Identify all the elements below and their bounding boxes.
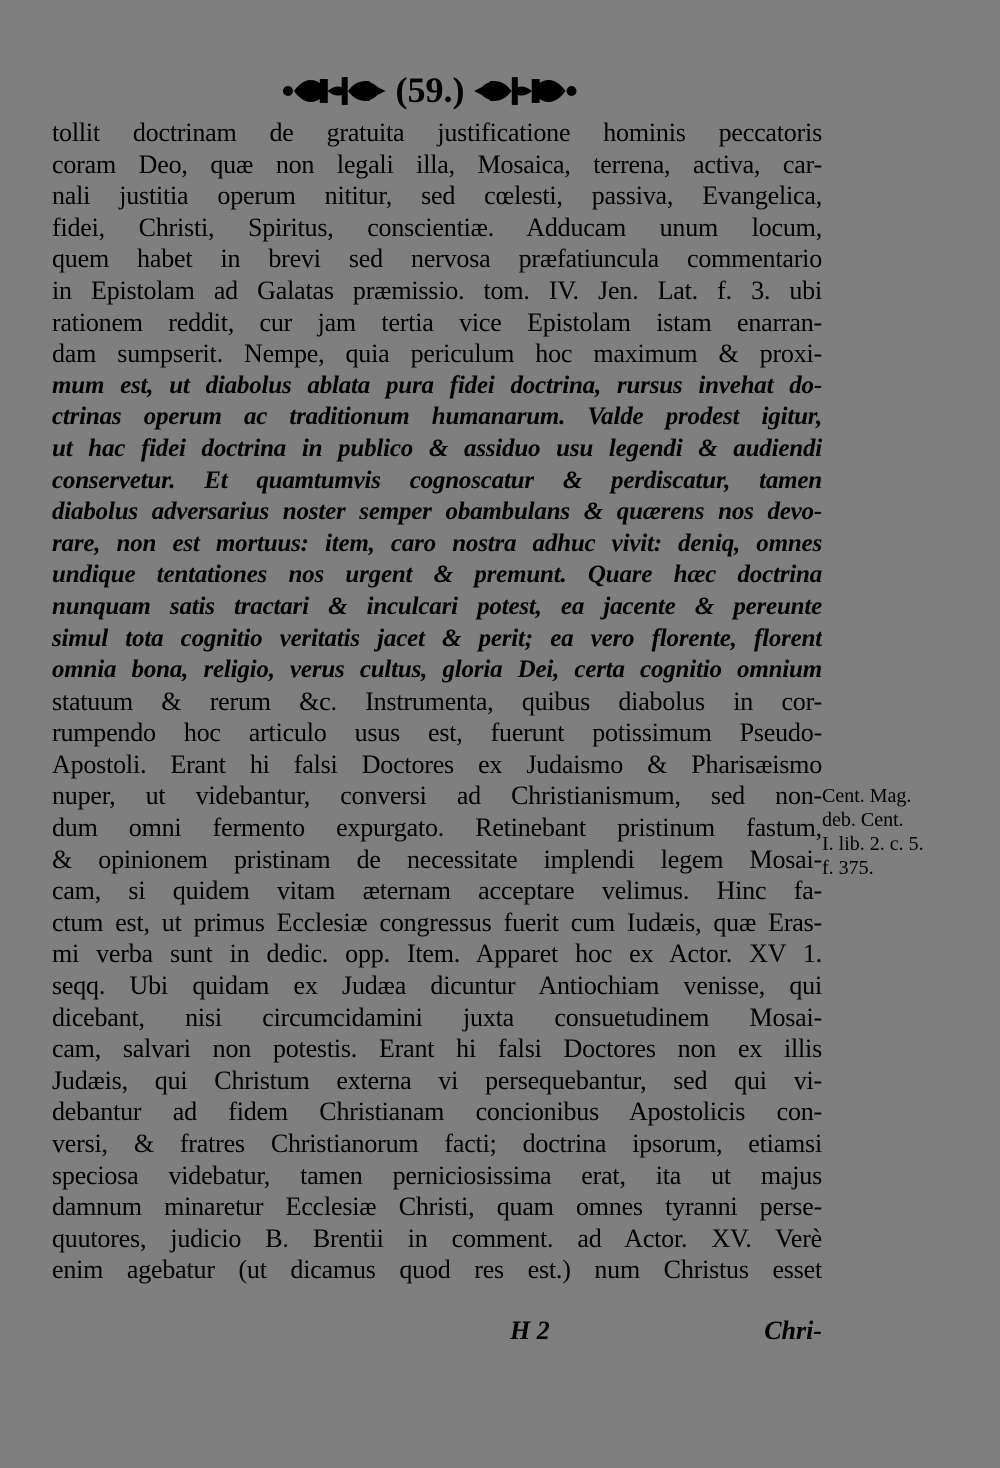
text-line: mi verba sunt in dedic. opp. Item. Apparet hoc ex Actor. XV 1. bbox=[52, 939, 822, 969]
text-line: & opinionem pristinam de necessitate implendi legem Mosai- bbox=[52, 844, 822, 874]
text-line: diabolus adversarius noster semper obambulans & quærens nos devo- bbox=[52, 498, 822, 526]
text-line: versi, & fratres Christianorum facti; doctrina ipsorum, etiamsi bbox=[52, 1129, 822, 1158]
page-footer bbox=[510, 1316, 822, 1346]
text-line: quutores, judicio B. Brentii in comment. ad Actor. XV. Verè bbox=[52, 1223, 822, 1253]
text-line: coram Deo, quæ non legali illa, Mosaica, terrena, activa, car- bbox=[52, 149, 822, 179]
margin-note-line: Cent. Mag. bbox=[822, 785, 912, 807]
margin-note-line: f. 375. bbox=[822, 857, 874, 879]
text-line: cam, si quidem vitam æternam acceptare velimus. Hinc fa- bbox=[52, 876, 822, 906]
text-line: rare, non est mortuus: item, caro nostra adhuc vivit: deniq, omnes bbox=[52, 529, 822, 557]
margin-note-line: deb. Cent. bbox=[822, 809, 904, 831]
text-line: simul tota cognitio veritatis jacet & perit; ea vero florente, florent bbox=[52, 624, 822, 652]
text-line: statuum & rerum &c. Instrumenta, quibus diabolus in cor- bbox=[52, 686, 822, 716]
text-line: omnia bona, religio, verus cultus, gloria Dei, certa cognitio omnium bbox=[52, 656, 822, 684]
text-line: in Epistolam ad Galatas præmissio. tom. IV. Jen. Lat. f. 3. ubi bbox=[52, 275, 822, 305]
text-line: ctum est, ut primus Ecclesiæ congressus fuerit cum Iudæis, quæ Eras- bbox=[52, 907, 822, 937]
text-line: nali justitia operum nititur, sed cœlesti, passiva, Evangelica, bbox=[52, 181, 822, 211]
text-line: fidei, Christi, Spiritus, conscientiæ. Adducam unum locum, bbox=[52, 212, 822, 242]
text-line: debantur ad fidem Christianam concionibus Apostolicis con- bbox=[52, 1097, 822, 1127]
text-line: ut hac fidei doctrina in publico & assiduo usu legendi & audiendi bbox=[52, 434, 822, 462]
page-number: (59.) bbox=[395, 70, 465, 110]
text-line: dicebant, nisi circumcidamini juxta consuetudinem Mosai- bbox=[52, 1002, 822, 1032]
text-line: speciosa videbatur, tamen perniciosissima erat, ita ut majus bbox=[52, 1160, 822, 1190]
text-line: quem habet in brevi sed nervosa præfatiuncula commentario bbox=[52, 244, 822, 274]
left-ornament-icon bbox=[280, 73, 390, 107]
text-line: rationem reddit, cur jam tertia vice Epistolam istam enarran- bbox=[52, 307, 822, 337]
text-line: Apostoli. Erant hi falsi Doctores ex Judaismo & Pharisæismo bbox=[52, 749, 822, 779]
text-line: cam, salvari non potestis. Erant hi falsi Doctores non ex illis bbox=[52, 1034, 822, 1064]
catchword: Chri- bbox=[764, 1316, 822, 1345]
text-line: seqq. Ubi quidam ex Judæa dicuntur Antiochiam venisse, qui bbox=[52, 971, 822, 1001]
main-text-block bbox=[52, 117, 822, 1286]
text-line: damnum minaretur Ecclesiæ Christi, quam omnes tyranni perse- bbox=[52, 1192, 822, 1222]
margin-note bbox=[822, 784, 942, 880]
text-line: tollit doctrinam de gratuita justificatione hominis peccatoris bbox=[52, 118, 822, 147]
text-line: nuper, ut videbantur, conversi ad Christianismum, sed non- bbox=[52, 781, 822, 811]
text-line: enim agebatur (ut dicamus quod res est.) num Christus esset bbox=[52, 1255, 822, 1285]
text-line: dam sumpserit. Nempe, quia periculum hoc maximum & proxi- bbox=[52, 339, 822, 369]
margin-note-line: I. lib. 2. c. 5. bbox=[822, 833, 924, 855]
signature-mark: H 2 bbox=[510, 1316, 550, 1345]
text-line: mum est, ut diabolus ablata pura fidei doctrina, rursus invehat do- bbox=[52, 371, 822, 399]
page-header bbox=[280, 66, 580, 114]
text-line: ctrinas operum ac traditionum humanarum. Valde prodest igitur, bbox=[52, 403, 822, 431]
text-line: rumpendo hoc articulo usus est, fuerunt potissimum Pseudo- bbox=[52, 718, 822, 748]
text-line: nunquam satis tractari & inculcari potest, ea jacente & pereunte bbox=[52, 592, 822, 620]
text-line: undique tentationes nos urgent & premunt. Quare hæc doctrina bbox=[52, 561, 822, 589]
text-line: Judæis, qui Christum externa vi persequebantur, sed qui vi- bbox=[52, 1065, 822, 1095]
right-ornament-icon bbox=[470, 73, 580, 107]
text-line: conservetur. Et quamtumvis cognoscatur & perdiscatur, tamen bbox=[52, 466, 822, 494]
text-line: dum omni fermento expurgato. Retinebant pristinum fastum, bbox=[52, 813, 822, 843]
